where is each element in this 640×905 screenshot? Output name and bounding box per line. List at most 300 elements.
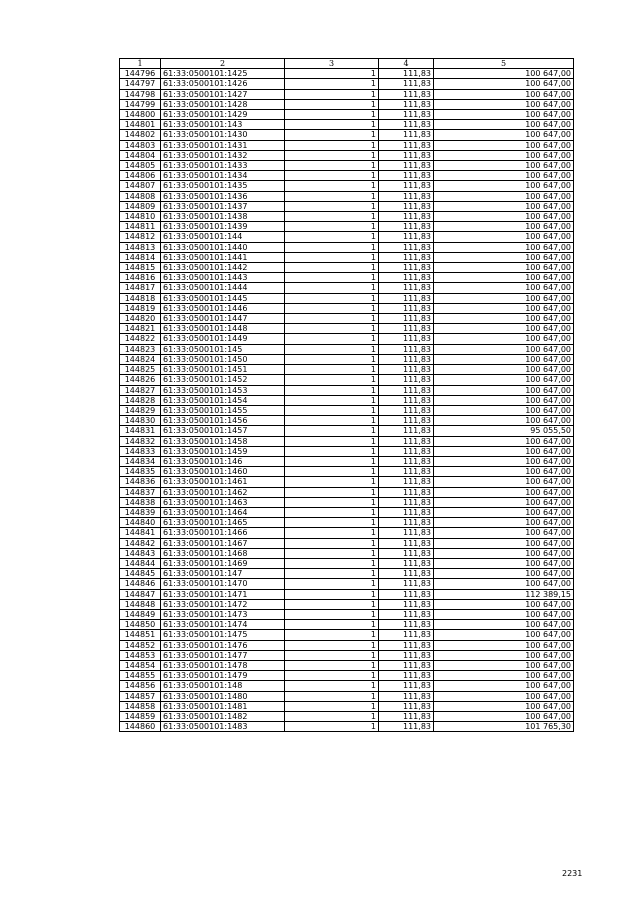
value-cell: 100 647,00 bbox=[434, 691, 574, 701]
table-row bbox=[120, 589, 574, 599]
area-cell: 111,83 bbox=[379, 89, 434, 99]
value-cell: 100 647,00 bbox=[434, 671, 574, 681]
row-index-cell: 144809 bbox=[120, 201, 161, 211]
count-cell: 1 bbox=[285, 446, 379, 456]
table-row bbox=[120, 599, 574, 609]
area-cell: 111,83 bbox=[379, 273, 434, 283]
value-cell: 100 647,00 bbox=[434, 354, 574, 364]
area-cell: 111,83 bbox=[379, 487, 434, 497]
row-index-cell: 144814 bbox=[120, 252, 161, 262]
row-index-cell: 144810 bbox=[120, 212, 161, 222]
area-cell: 111,83 bbox=[379, 324, 434, 334]
value-cell: 100 647,00 bbox=[434, 140, 574, 150]
count-cell: 1 bbox=[285, 671, 379, 681]
area-cell: 111,83 bbox=[379, 395, 434, 405]
area-cell: 111,83 bbox=[379, 712, 434, 722]
table-row bbox=[120, 79, 574, 89]
area-cell: 111,83 bbox=[379, 283, 434, 293]
table-row bbox=[120, 426, 574, 436]
area-cell: 111,83 bbox=[379, 222, 434, 232]
value-cell: 101 765,30 bbox=[434, 722, 574, 732]
count-cell: 1 bbox=[285, 120, 379, 130]
count-cell: 1 bbox=[285, 609, 379, 619]
cadastral-number-cell: 61:33:0500101:1483 bbox=[161, 722, 285, 732]
count-cell: 1 bbox=[285, 354, 379, 364]
count-cell: 1 bbox=[285, 191, 379, 201]
table-row bbox=[120, 171, 574, 181]
count-cell: 1 bbox=[285, 263, 379, 273]
cadastral-number-cell: 61:33:0500101:1427 bbox=[161, 89, 285, 99]
count-cell: 1 bbox=[285, 273, 379, 283]
row-index-cell: 144830 bbox=[120, 416, 161, 426]
cadastral-number-cell: 61:33:0500101:1470 bbox=[161, 579, 285, 589]
cadastral-number-cell: 61:33:0500101:1450 bbox=[161, 354, 285, 364]
count-cell: 1 bbox=[285, 599, 379, 609]
value-cell: 100 647,00 bbox=[434, 416, 574, 426]
count-cell: 1 bbox=[285, 477, 379, 487]
value-cell: 100 647,00 bbox=[434, 456, 574, 466]
table-row bbox=[120, 660, 574, 670]
count-cell: 1 bbox=[285, 620, 379, 630]
row-index-cell: 144807 bbox=[120, 181, 161, 191]
table-row bbox=[120, 344, 574, 354]
row-index-cell: 144804 bbox=[120, 150, 161, 160]
cadastral-number-cell: 61:33:0500101:1471 bbox=[161, 589, 285, 599]
row-index-cell: 144799 bbox=[120, 99, 161, 109]
table-row bbox=[120, 671, 574, 681]
table-row bbox=[120, 263, 574, 273]
cadastral-number-cell: 61:33:0500101:1429 bbox=[161, 110, 285, 120]
value-cell: 100 647,00 bbox=[434, 395, 574, 405]
table-row bbox=[120, 365, 574, 375]
table-row bbox=[120, 579, 574, 589]
area-cell: 111,83 bbox=[379, 201, 434, 211]
cadastral-number-cell: 61:33:0500101:1460 bbox=[161, 467, 285, 477]
row-index-cell: 144850 bbox=[120, 620, 161, 630]
row-index-cell: 144813 bbox=[120, 242, 161, 252]
table-row bbox=[120, 385, 574, 395]
area-cell: 111,83 bbox=[379, 650, 434, 660]
cadastral-number-cell: 61:33:0500101:1443 bbox=[161, 273, 285, 283]
table-row bbox=[120, 722, 574, 732]
count-cell: 1 bbox=[285, 161, 379, 171]
cadastral-number-cell: 61:33:0500101:1476 bbox=[161, 640, 285, 650]
area-cell: 111,83 bbox=[379, 660, 434, 670]
count-cell: 1 bbox=[285, 640, 379, 650]
area-cell: 111,83 bbox=[379, 252, 434, 262]
area-cell: 111,83 bbox=[379, 518, 434, 528]
cadastral-number-cell: 61:33:0500101:1466 bbox=[161, 528, 285, 538]
row-index-cell: 144811 bbox=[120, 222, 161, 232]
area-cell: 111,83 bbox=[379, 314, 434, 324]
value-cell: 100 647,00 bbox=[434, 191, 574, 201]
column-header-1: 1 bbox=[120, 59, 161, 69]
cadastral-number-cell: 61:33:0500101:1458 bbox=[161, 436, 285, 446]
cadastral-number-cell: 61:33:0500101:1453 bbox=[161, 385, 285, 395]
area-cell: 111,83 bbox=[379, 232, 434, 242]
area-cell: 111,83 bbox=[379, 416, 434, 426]
cadastral-number-cell: 61:33:0500101:1462 bbox=[161, 487, 285, 497]
area-cell: 111,83 bbox=[379, 630, 434, 640]
area-cell: 111,83 bbox=[379, 538, 434, 548]
cadastral-number-cell: 61:33:0500101:1475 bbox=[161, 630, 285, 640]
cadastral-number-cell: 61:33:0500101:1474 bbox=[161, 620, 285, 630]
cadastral-number-cell: 61:33:0500101:1431 bbox=[161, 140, 285, 150]
table-row bbox=[120, 283, 574, 293]
table-row bbox=[120, 191, 574, 201]
row-index-cell: 144844 bbox=[120, 558, 161, 568]
count-cell: 1 bbox=[285, 467, 379, 477]
count-cell: 1 bbox=[285, 701, 379, 711]
value-cell: 100 647,00 bbox=[434, 385, 574, 395]
cadastral-number-cell: 61:33:0500101:1461 bbox=[161, 477, 285, 487]
count-cell: 1 bbox=[285, 650, 379, 660]
count-cell: 1 bbox=[285, 324, 379, 334]
row-index-cell: 144797 bbox=[120, 79, 161, 89]
table-row bbox=[120, 375, 574, 385]
area-cell: 111,83 bbox=[379, 426, 434, 436]
table-row bbox=[120, 242, 574, 252]
cadastral-number-cell: 61:33:0500101:1442 bbox=[161, 263, 285, 273]
value-cell: 100 647,00 bbox=[434, 405, 574, 415]
area-cell: 111,83 bbox=[379, 354, 434, 364]
cadastral-number-cell: 61:33:0500101:1469 bbox=[161, 558, 285, 568]
area-cell: 111,83 bbox=[379, 140, 434, 150]
document-page bbox=[119, 58, 573, 732]
table-row bbox=[120, 712, 574, 722]
area-cell: 111,83 bbox=[379, 569, 434, 579]
cadastral-number-cell: 61:33:0500101:1465 bbox=[161, 518, 285, 528]
count-cell: 1 bbox=[285, 252, 379, 262]
table-row bbox=[120, 212, 574, 222]
cadastral-number-cell: 61:33:0500101:1467 bbox=[161, 538, 285, 548]
count-cell: 1 bbox=[285, 110, 379, 120]
table-row bbox=[120, 273, 574, 283]
row-index-cell: 144832 bbox=[120, 436, 161, 446]
area-cell: 111,83 bbox=[379, 191, 434, 201]
count-cell: 1 bbox=[285, 579, 379, 589]
count-cell: 1 bbox=[285, 416, 379, 426]
row-index-cell: 144858 bbox=[120, 701, 161, 711]
area-cell: 111,83 bbox=[379, 599, 434, 609]
value-cell: 100 647,00 bbox=[434, 487, 574, 497]
row-index-cell: 144851 bbox=[120, 630, 161, 640]
row-index-cell: 144801 bbox=[120, 120, 161, 130]
cadastral-number-cell: 61:33:0500101:1478 bbox=[161, 660, 285, 670]
row-index-cell: 144796 bbox=[120, 69, 161, 79]
row-index-cell: 144834 bbox=[120, 456, 161, 466]
cadastral-number-cell: 61:33:0500101:1439 bbox=[161, 222, 285, 232]
area-cell: 111,83 bbox=[379, 120, 434, 130]
count-cell: 1 bbox=[285, 375, 379, 385]
table-row bbox=[120, 303, 574, 313]
area-cell: 111,83 bbox=[379, 293, 434, 303]
cadastral-number-cell: 61:33:0500101:1425 bbox=[161, 69, 285, 79]
cadastral-number-cell: 61:33:0500101:1437 bbox=[161, 201, 285, 211]
cadastral-number-cell: 61:33:0500101:1456 bbox=[161, 416, 285, 426]
cadastral-number-cell: 61:33:0500101:1463 bbox=[161, 497, 285, 507]
area-cell: 111,83 bbox=[379, 446, 434, 456]
count-cell: 1 bbox=[285, 201, 379, 211]
value-cell: 100 647,00 bbox=[434, 507, 574, 517]
table-row bbox=[120, 538, 574, 548]
value-cell: 100 647,00 bbox=[434, 222, 574, 232]
area-cell: 111,83 bbox=[379, 385, 434, 395]
count-cell: 1 bbox=[285, 232, 379, 242]
area-cell: 111,83 bbox=[379, 528, 434, 538]
value-cell: 100 647,00 bbox=[434, 130, 574, 140]
value-cell: 100 647,00 bbox=[434, 181, 574, 191]
row-index-cell: 144846 bbox=[120, 579, 161, 589]
page-number: 2231 bbox=[562, 869, 583, 878]
area-cell: 111,83 bbox=[379, 212, 434, 222]
row-index-cell: 144849 bbox=[120, 609, 161, 619]
row-index-cell: 144852 bbox=[120, 640, 161, 650]
value-cell: 100 647,00 bbox=[434, 599, 574, 609]
row-index-cell: 144857 bbox=[120, 691, 161, 701]
value-cell: 100 647,00 bbox=[434, 232, 574, 242]
row-index-cell: 144831 bbox=[120, 426, 161, 436]
count-cell: 1 bbox=[285, 405, 379, 415]
count-cell: 1 bbox=[285, 150, 379, 160]
cadastral-number-cell: 61:33:0500101:1446 bbox=[161, 303, 285, 313]
table-row bbox=[120, 354, 574, 364]
cadastral-number-cell: 61:33:0500101:1449 bbox=[161, 334, 285, 344]
value-cell: 100 647,00 bbox=[434, 620, 574, 630]
area-cell: 111,83 bbox=[379, 507, 434, 517]
value-cell: 100 647,00 bbox=[434, 640, 574, 650]
cadastral-number-cell: 61:33:0500101:1430 bbox=[161, 130, 285, 140]
table-row bbox=[120, 691, 574, 701]
count-cell: 1 bbox=[285, 344, 379, 354]
data-table bbox=[119, 58, 574, 732]
area-cell: 111,83 bbox=[379, 161, 434, 171]
cadastral-number-cell: 61:33:0500101:1457 bbox=[161, 426, 285, 436]
table-row bbox=[120, 334, 574, 344]
count-cell: 1 bbox=[285, 140, 379, 150]
cadastral-number-cell: 61:33:0500101:144 bbox=[161, 232, 285, 242]
cadastral-number-cell: 61:33:0500101:1440 bbox=[161, 242, 285, 252]
cadastral-number-cell: 61:33:0500101:1452 bbox=[161, 375, 285, 385]
area-cell: 111,83 bbox=[379, 263, 434, 273]
value-cell: 100 647,00 bbox=[434, 69, 574, 79]
count-cell: 1 bbox=[285, 293, 379, 303]
value-cell: 100 647,00 bbox=[434, 477, 574, 487]
value-cell: 100 647,00 bbox=[434, 161, 574, 171]
row-index-cell: 144837 bbox=[120, 487, 161, 497]
table-row bbox=[120, 436, 574, 446]
table-row bbox=[120, 620, 574, 630]
area-cell: 111,83 bbox=[379, 99, 434, 109]
row-index-cell: 144840 bbox=[120, 518, 161, 528]
table-row bbox=[120, 293, 574, 303]
row-index-cell: 144820 bbox=[120, 314, 161, 324]
count-cell: 1 bbox=[285, 314, 379, 324]
count-cell: 1 bbox=[285, 548, 379, 558]
count-cell: 1 bbox=[285, 507, 379, 517]
count-cell: 1 bbox=[285, 69, 379, 79]
row-index-cell: 144838 bbox=[120, 497, 161, 507]
cadastral-number-cell: 61:33:0500101:1448 bbox=[161, 324, 285, 334]
value-cell: 100 647,00 bbox=[434, 518, 574, 528]
count-cell: 1 bbox=[285, 99, 379, 109]
row-index-cell: 144806 bbox=[120, 171, 161, 181]
area-cell: 111,83 bbox=[379, 334, 434, 344]
table-row bbox=[120, 467, 574, 477]
area-cell: 111,83 bbox=[379, 436, 434, 446]
count-cell: 1 bbox=[285, 365, 379, 375]
count-cell: 1 bbox=[285, 283, 379, 293]
table-row bbox=[120, 446, 574, 456]
count-cell: 1 bbox=[285, 181, 379, 191]
row-index-cell: 144802 bbox=[120, 130, 161, 140]
table-row bbox=[120, 405, 574, 415]
table-row bbox=[120, 395, 574, 405]
table-row bbox=[120, 640, 574, 650]
count-cell: 1 bbox=[285, 722, 379, 732]
value-cell: 100 647,00 bbox=[434, 263, 574, 273]
count-cell: 1 bbox=[285, 558, 379, 568]
area-cell: 111,83 bbox=[379, 181, 434, 191]
area-cell: 111,83 bbox=[379, 579, 434, 589]
row-index-cell: 144855 bbox=[120, 671, 161, 681]
row-index-cell: 144798 bbox=[120, 89, 161, 99]
area-cell: 111,83 bbox=[379, 375, 434, 385]
table-row bbox=[120, 650, 574, 660]
area-cell: 111,83 bbox=[379, 242, 434, 252]
value-cell: 100 647,00 bbox=[434, 436, 574, 446]
count-cell: 1 bbox=[285, 334, 379, 344]
value-cell: 100 647,00 bbox=[434, 150, 574, 160]
cadastral-number-cell: 61:33:0500101:1434 bbox=[161, 171, 285, 181]
table-row bbox=[120, 120, 574, 130]
count-cell: 1 bbox=[285, 171, 379, 181]
table-row bbox=[120, 456, 574, 466]
value-cell: 100 647,00 bbox=[434, 252, 574, 262]
row-index-cell: 144816 bbox=[120, 273, 161, 283]
table-row bbox=[120, 630, 574, 640]
column-header-4: 4 bbox=[379, 59, 434, 69]
table-row bbox=[120, 681, 574, 691]
cadastral-number-cell: 61:33:0500101:1482 bbox=[161, 712, 285, 722]
count-cell: 1 bbox=[285, 130, 379, 140]
cadastral-number-cell: 61:33:0500101:1472 bbox=[161, 599, 285, 609]
value-cell: 100 647,00 bbox=[434, 528, 574, 538]
table-row bbox=[120, 609, 574, 619]
table-row bbox=[120, 701, 574, 711]
row-index-cell: 144860 bbox=[120, 722, 161, 732]
area-cell: 111,83 bbox=[379, 69, 434, 79]
value-cell: 100 647,00 bbox=[434, 212, 574, 222]
table-row bbox=[120, 252, 574, 262]
row-index-cell: 144833 bbox=[120, 446, 161, 456]
table-row bbox=[120, 130, 574, 140]
area-cell: 111,83 bbox=[379, 477, 434, 487]
cadastral-number-cell: 61:33:0500101:1435 bbox=[161, 181, 285, 191]
table-row bbox=[120, 416, 574, 426]
table-row bbox=[120, 507, 574, 517]
value-cell: 100 647,00 bbox=[434, 538, 574, 548]
row-index-cell: 144817 bbox=[120, 283, 161, 293]
cadastral-number-cell: 61:33:0500101:1428 bbox=[161, 99, 285, 109]
column-header-5: 5 bbox=[434, 59, 574, 69]
count-cell: 1 bbox=[285, 528, 379, 538]
cadastral-number-cell: 61:33:0500101:1432 bbox=[161, 150, 285, 160]
table-row bbox=[120, 548, 574, 558]
row-index-cell: 144859 bbox=[120, 712, 161, 722]
cadastral-number-cell: 61:33:0500101:1447 bbox=[161, 314, 285, 324]
count-cell: 1 bbox=[285, 385, 379, 395]
value-cell: 100 647,00 bbox=[434, 293, 574, 303]
area-cell: 111,83 bbox=[379, 558, 434, 568]
area-cell: 111,83 bbox=[379, 681, 434, 691]
area-cell: 111,83 bbox=[379, 303, 434, 313]
table-row bbox=[120, 324, 574, 334]
value-cell: 100 647,00 bbox=[434, 630, 574, 640]
count-cell: 1 bbox=[285, 538, 379, 548]
cadastral-number-cell: 61:33:0500101:1454 bbox=[161, 395, 285, 405]
value-cell: 100 647,00 bbox=[434, 334, 574, 344]
cadastral-number-cell: 61:33:0500101:146 bbox=[161, 456, 285, 466]
value-cell: 100 647,00 bbox=[434, 609, 574, 619]
value-cell: 100 647,00 bbox=[434, 579, 574, 589]
row-index-cell: 144803 bbox=[120, 140, 161, 150]
area-cell: 111,83 bbox=[379, 456, 434, 466]
table-row bbox=[120, 232, 574, 242]
count-cell: 1 bbox=[285, 681, 379, 691]
cadastral-number-cell: 61:33:0500101:1481 bbox=[161, 701, 285, 711]
value-cell: 100 647,00 bbox=[434, 375, 574, 385]
cadastral-number-cell: 61:33:0500101:147 bbox=[161, 569, 285, 579]
count-cell: 1 bbox=[285, 660, 379, 670]
row-index-cell: 144841 bbox=[120, 528, 161, 538]
area-cell: 111,83 bbox=[379, 79, 434, 89]
count-cell: 1 bbox=[285, 497, 379, 507]
count-cell: 1 bbox=[285, 712, 379, 722]
count-cell: 1 bbox=[285, 630, 379, 640]
cadastral-number-cell: 61:33:0500101:148 bbox=[161, 681, 285, 691]
row-index-cell: 144839 bbox=[120, 507, 161, 517]
table-row bbox=[120, 497, 574, 507]
row-index-cell: 144821 bbox=[120, 324, 161, 334]
row-index-cell: 144827 bbox=[120, 385, 161, 395]
area-cell: 111,83 bbox=[379, 589, 434, 599]
cadastral-number-cell: 61:33:0500101:1455 bbox=[161, 405, 285, 415]
count-cell: 1 bbox=[285, 589, 379, 599]
value-cell: 100 647,00 bbox=[434, 242, 574, 252]
column-header-2: 2 bbox=[161, 59, 285, 69]
area-cell: 111,83 bbox=[379, 150, 434, 160]
row-index-cell: 144828 bbox=[120, 395, 161, 405]
cadastral-number-cell: 61:33:0500101:143 bbox=[161, 120, 285, 130]
row-index-cell: 144847 bbox=[120, 589, 161, 599]
value-cell: 100 647,00 bbox=[434, 99, 574, 109]
count-cell: 1 bbox=[285, 89, 379, 99]
area-cell: 111,83 bbox=[379, 365, 434, 375]
table-row bbox=[120, 477, 574, 487]
table-row bbox=[120, 518, 574, 528]
value-cell: 100 647,00 bbox=[434, 660, 574, 670]
count-cell: 1 bbox=[285, 222, 379, 232]
count-cell: 1 bbox=[285, 518, 379, 528]
area-cell: 111,83 bbox=[379, 467, 434, 477]
count-cell: 1 bbox=[285, 691, 379, 701]
row-index-cell: 144815 bbox=[120, 263, 161, 273]
area-cell: 111,83 bbox=[379, 722, 434, 732]
value-cell: 100 647,00 bbox=[434, 303, 574, 313]
table-row bbox=[120, 181, 574, 191]
row-index-cell: 144835 bbox=[120, 467, 161, 477]
